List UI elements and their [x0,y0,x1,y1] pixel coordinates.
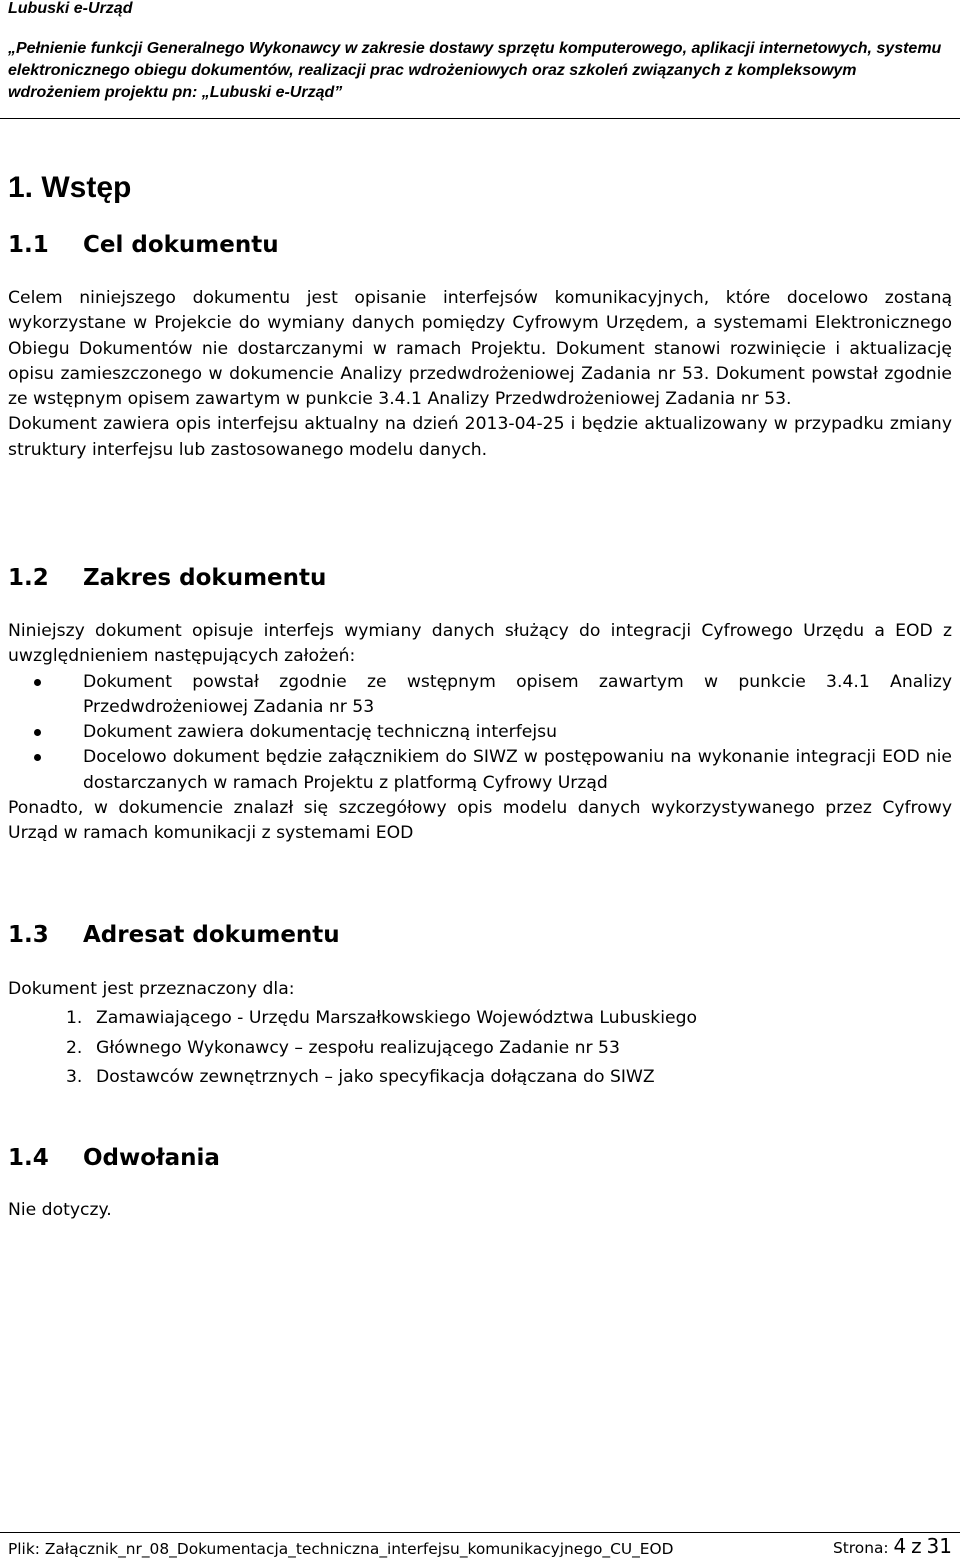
footer-divider [0,1532,960,1533]
page-header [8,0,952,104]
list-number: 1. [66,1008,83,1028]
list-number: 2. [66,1037,83,1058]
list-item: Docelowo dokument będzie załącznikiem do SIWZ w postępowaniu na wykonanie integracji EOD nie dostarczanych w ramach Projektu z platformą Cyfrowy Urząd [8,745,952,796]
section-title: Zakres dokumentu [83,565,327,591]
header-title: „Pełnienie funkcji Generalnego Wykonawcy w zakresie dostawy sprzętu komputerowego, aplikacji internetowych, systemu elektronicznego obiegu dokumentów, realizacji prac wdrożeniowych oraz szkoleń związanych z kompleksowym wdrożeniem projektu pn: „Lubuski e-Urząd” [8,40,942,101]
paragraph: Celem niniejszego dokumentu jest opisanie interfejsów komunikacyjnych, które docelowo zostaną wykorzystane w Projekcie do wymiany danych pomiędzy Cyfrowym Urzędem, a systemami Elektronicznego Obiegu Dokumentów nie dostarczanymi w ramach Projektu. Dokument stanowi rozwinięcie i aktualizację opisu zamieszczonego w dokumencie Analizy przedwdrożeniowej Zadania nr 53. Dokument powstał zgodnie ze wstępnym opisem zawartym w punkcie 3.4.1 Analizy Przedwdrożeniowej Zadania nr 53. [8,288,952,410]
list-text: Zamawiającego - Urzędu Marszałkowskiego Województwa Lubuskiego [96,1008,698,1028]
chapter-title: 1. Wstęp [8,171,132,204]
bullet-list [8,670,952,796]
total-pages: 31 [926,1534,952,1558]
header-brand: Lubuski e-Urząd [8,0,133,17]
section-title: Adresat dokumentu [83,922,340,948]
section-title: Odwołania [83,1145,220,1171]
section-heading-1-2 [8,564,326,592]
section-body-1-1 [8,286,952,463]
section-body-1-3 [8,974,952,1093]
page-footer [8,1534,952,1561]
list-item [8,1034,952,1064]
page-of: z [911,1534,922,1558]
paragraph: Niniejszy dokument opisuje interfejs wymiany danych służący do integracji Cyfrowego Urzędu a EOD z uwzględnieniem następujących założeń: [8,621,952,667]
section-body-1-4 [8,1198,952,1223]
section-heading-1-3 [8,921,340,949]
section-number: 1.4 [8,1145,49,1171]
section-number: 1.2 [8,565,49,591]
page-label: Strona: [833,1539,889,1557]
list-text: Dostawców zewnętrznych – jako specyfikacja dołączana do SIWZ [96,1067,655,1088]
section-title: Cel dokumentu [83,232,279,258]
paragraph: Nie dotyczy. [8,1200,112,1220]
section-heading-1-4 [8,1144,220,1172]
list-item: Dokument powstał zgodnie ze wstępnym opisem zawartym w punkcie 3.4.1 Analizy Przedwdrożeniowej Zadania nr 53 [8,670,952,721]
current-page: 4 [893,1534,907,1558]
section-body-1-2 [8,619,952,847]
section-number: 1.1 [8,232,49,258]
numbered-list [8,1004,952,1093]
paragraph: Ponadto, w dokumencie znalazł się szczegółowy opis modelu danych wykorzystywanego przez Cyfrowy Urząd w ramach komunikacji z systemami EOD [8,798,952,844]
section-heading-1-1 [8,231,279,259]
paragraph: Dokument jest przeznaczony dla: [8,979,295,999]
header-divider [0,118,960,119]
list-number: 3. [66,1067,83,1088]
list-item [8,1004,952,1034]
list-text: Głównego Wykonawcy – zespołu realizującego Zadanie nr 53 [96,1037,620,1058]
section-number: 1.3 [8,922,49,948]
page-number [833,1536,952,1558]
list-item: Dokument zawiera dokumentację techniczną interfejsu [8,720,952,745]
paragraph: Dokument zawiera opis interfejsu aktualny na dzień 2013-04-25 i będzie aktualizowany w przypadku zmiany struktury interfejsu lub zastosowanego modelu danych. [8,414,952,460]
footer-filename: Plik: Załącznik_nr_08_Dokumentacja_techniczna_interfejsu_komunikacyjnego_CU_EOD [8,1540,674,1558]
list-item [8,1063,952,1093]
